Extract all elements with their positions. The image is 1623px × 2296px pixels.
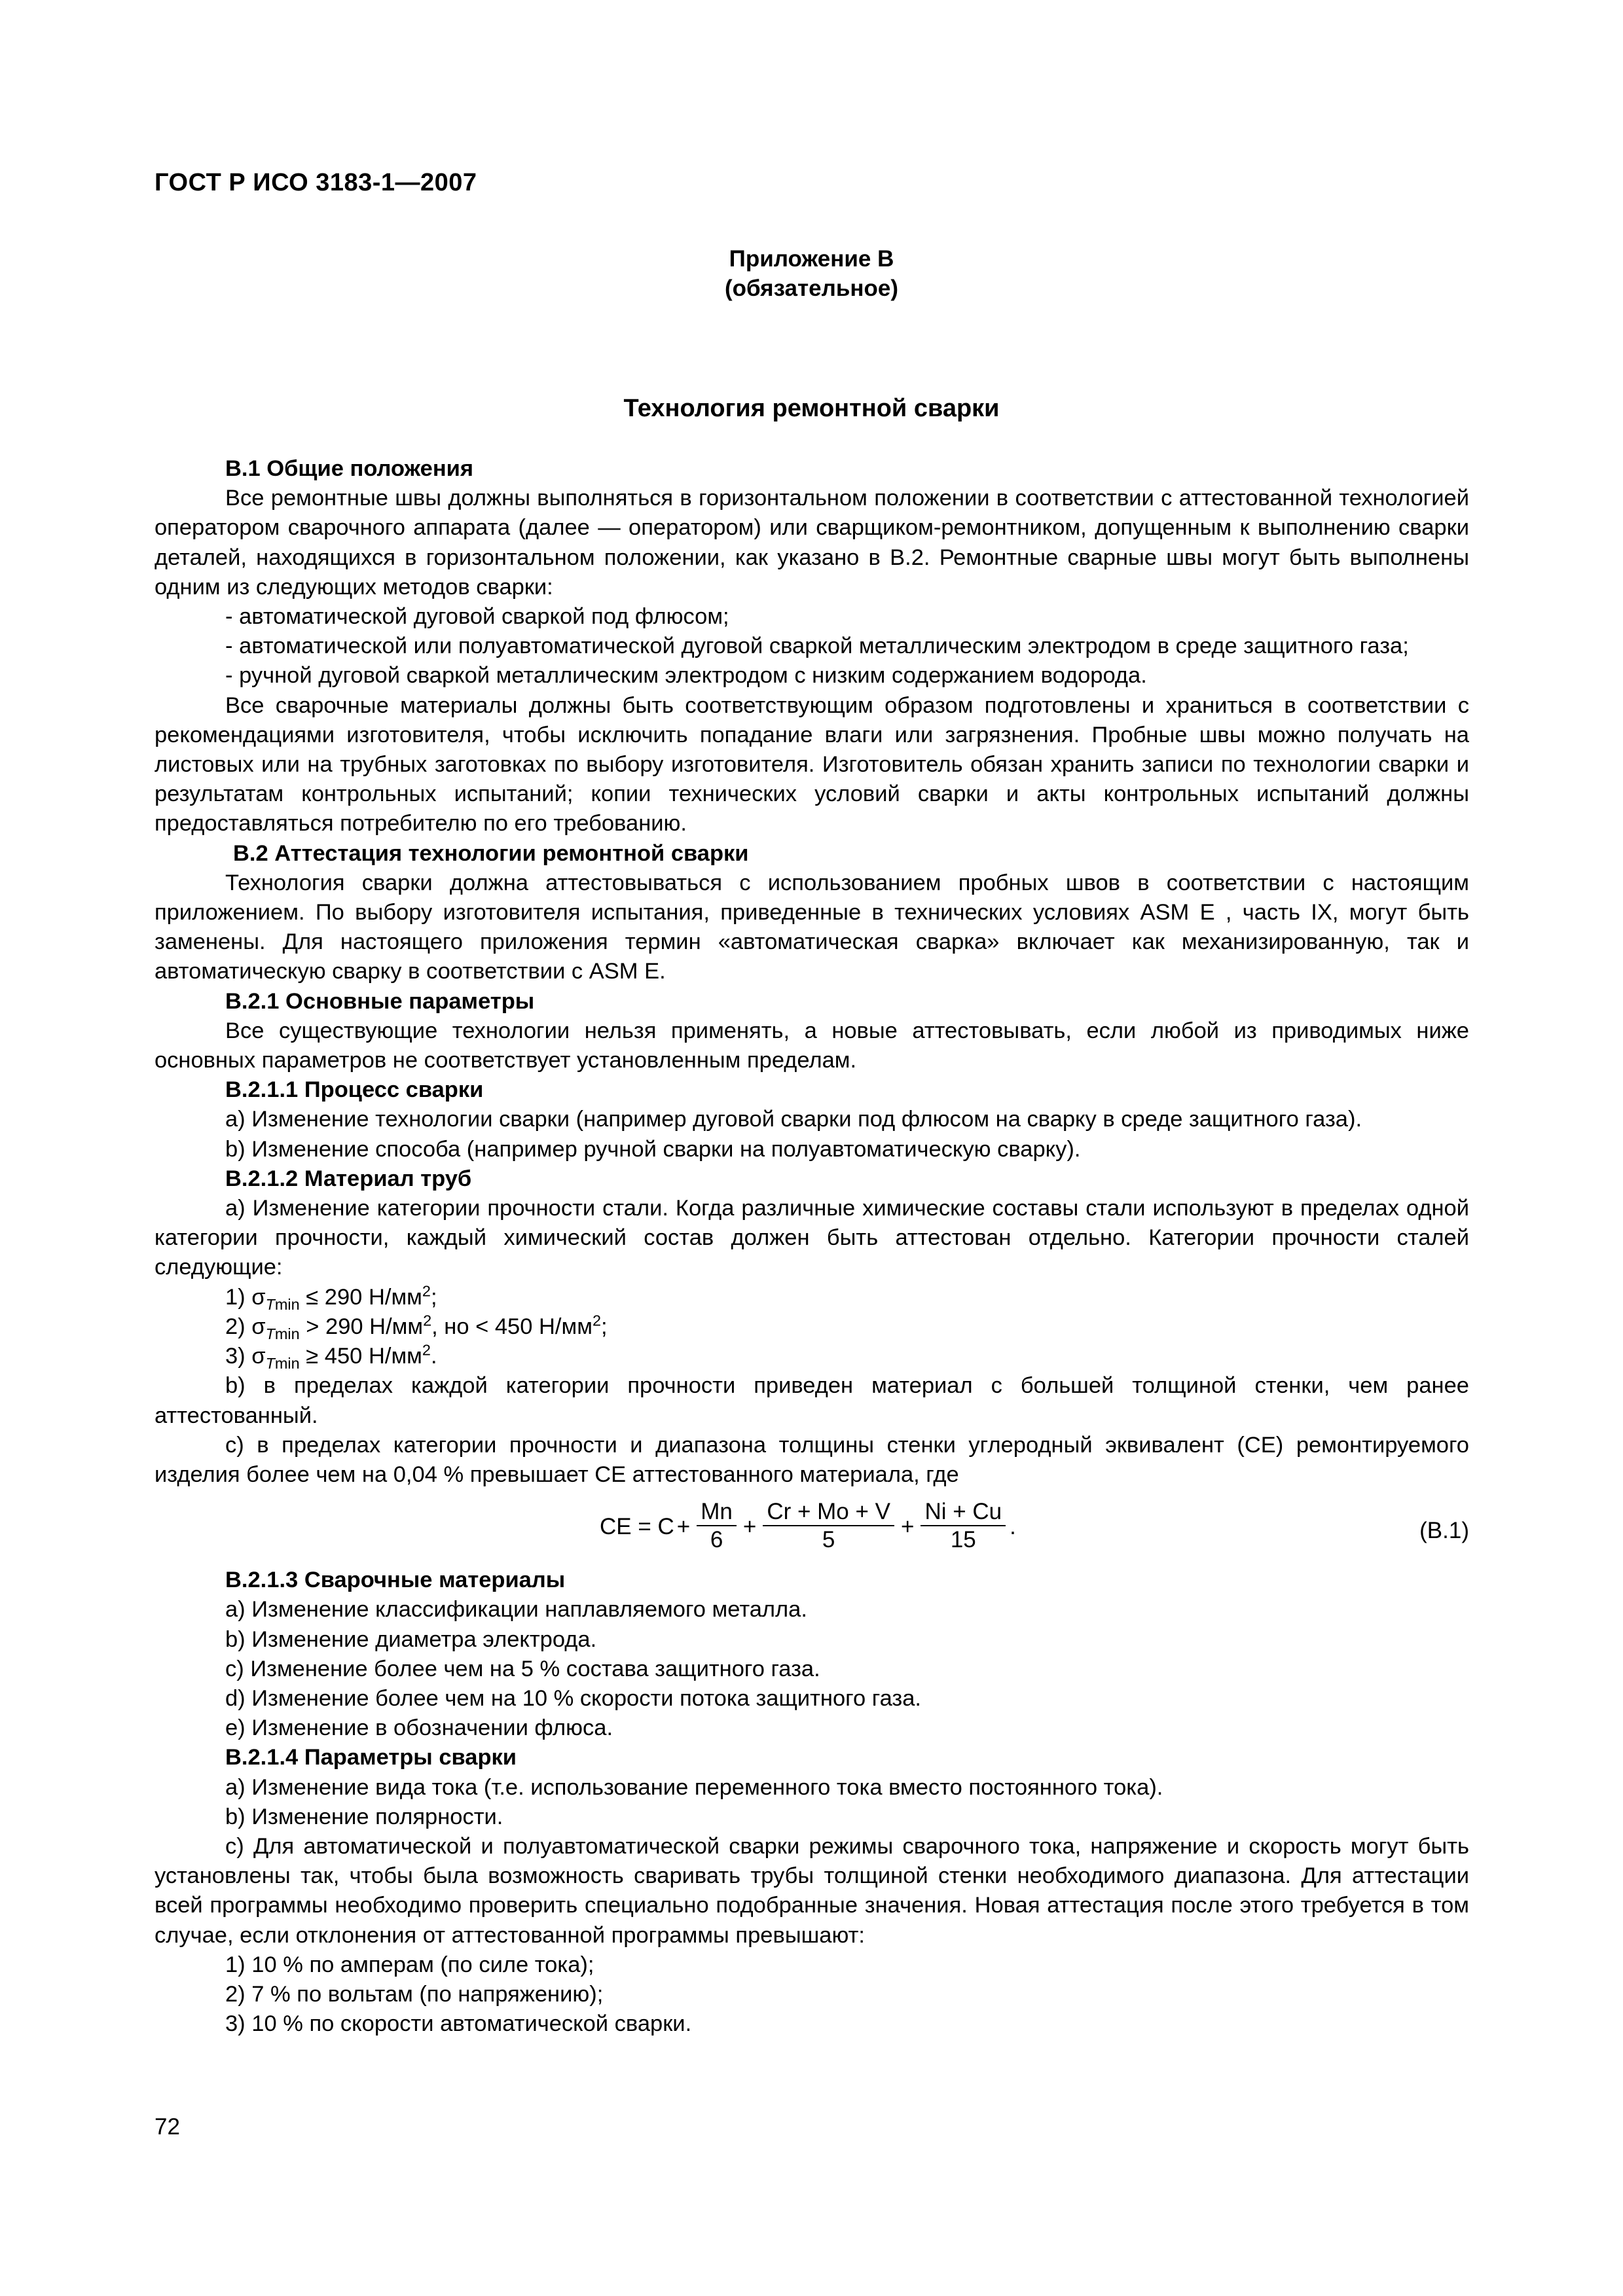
- paragraph: b) в пределах каждой категории прочности приведен материал с большей толщиной стенки, чем ранее аттестованный.: [155, 1373, 1469, 1428]
- section-heading-b213: В.2.1.3 Сварочные материалы: [225, 1568, 566, 1593]
- section-heading-b214: В.2.1.4 Параметры сварки: [225, 1745, 517, 1770]
- list-item: - ручной дуговой сваркой металлическим электродом с низким содержанием водорода.: [225, 663, 1147, 689]
- list-item: 2) 7 % по вольтам (по напряжению);: [225, 1981, 604, 2007]
- formula-number: (В.1): [1419, 1518, 1469, 1544]
- formula-end: .: [1010, 1513, 1016, 1539]
- list-item: a) Изменение технологии сварки (например дуговой сварки под флюсом на сварку в среде защитного газа).: [225, 1107, 1362, 1132]
- formula-fraction-nicu: $\frac{Ni + Cu}{15}$: [921, 1499, 1006, 1554]
- formula-lhs: CE = C: [600, 1513, 674, 1539]
- carbon-equivalent-formula: [155, 1496, 1469, 1562]
- list-item: - автоматической или полуавтоматической дуговой сваркой металлическим электродом в среде защитного газа;: [225, 634, 1409, 659]
- formula-plus: +: [901, 1513, 915, 1539]
- list-item: b) Изменение диаметра электрода.: [225, 1626, 597, 1652]
- section-heading-b212: В.2.1.2 Материал труб: [225, 1166, 472, 1191]
- formula-fraction-mn: $\frac{Mn}{6}$: [697, 1499, 737, 1554]
- formula-plus: +: [676, 1513, 691, 1539]
- formula-fraction-crmov: $\frac{Cr + Mo + V}{5}$: [763, 1499, 894, 1554]
- list-item: a) Изменение вида тока (т.е. использование переменного тока вместо постоянного тока).: [225, 1774, 1163, 1800]
- list-item: - автоматической дуговой сваркой под флюсом;: [225, 604, 729, 630]
- section-heading-b21: В.2.1 Основные параметры: [225, 988, 535, 1014]
- paragraph: c) в пределах категории прочности и диапазона толщины стенки углеродный эквивалент (СЕ) ремонтируемого изделия более чем на 0,04 % превышает СЕ аттестованного материала, где: [155, 1432, 1469, 1487]
- page-number: 72: [155, 2114, 180, 2140]
- paragraph: c) Для автоматической и полуавтоматической сварки режимы сварочного тока, напряжение и скорость могут быть установлены так, чтобы была возможность сваривать трубы толщиной стенки необходимого диапазона. Для аттестации всей программы необходимо проверить специально подобранные значения. Новая аттестация после этого требуется в том случае, если отклонения от аттестованной программы превышают:: [155, 1833, 1469, 1948]
- section-heading-b2: В.2 Аттестация технологии ремонтной сварки: [233, 840, 749, 866]
- strength-category-1: 1) $\sigma_{Tmin} \le 290$ $Н/мм^2$;: [225, 1282, 437, 1313]
- list-item: e) Изменение в обозначении флюса.: [225, 1715, 613, 1741]
- annex-status: (обязательное): [724, 276, 898, 301]
- annex-title: Технология ремонтной сварки: [623, 395, 1000, 422]
- list-item: c) Изменение более чем на 5 % состава защитного газа.: [225, 1656, 820, 1681]
- list-item: b) Изменение способа (например ручной сварки на полуавтоматическую сварку).: [225, 1136, 1081, 1162]
- list-item: a) Изменение классификации наплавляемого металла.: [225, 1597, 807, 1623]
- list-item: 3) 10 % по скорости автоматической сварки.: [225, 2011, 692, 2037]
- list-item: 1) 10 % по амперам (по силе тока);: [225, 1952, 594, 1977]
- paragraph: Все сварочные материалы должны быть соответствующим образом подготовлены и храниться в соответствии с рекомендациями изготовителя, чтобы исключить попадание влаги или загрязнения. Пробные швы можно получать на листовых или на трубных заготовках по выбору изготовителя. Изготовитель обязан хранить записи по технологии сварки и результатам контрольных испытаний; копии технических условий сварки и акты контрольных испытаний должны предоставляться потребителю по его требованию.: [155, 692, 1469, 836]
- paragraph: Технология сварки должна аттестовываться с использованием пробных швов в соответствии с настоящим приложением. По выбору изготовителя испытания, приведенные в технических условиях ASM E , часть IX, могут быть заменены. Для настоящего приложения термин «автоматическая сварка» включает как механизированную, так и автоматическую сварку в соответствии с ASM E.: [155, 870, 1469, 984]
- formula-expression: [600, 1499, 1016, 1554]
- paragraph: a) Изменение категории прочности стали. Когда различные химические составы стали используют в пределах одной категории прочности, каждый химический состав должен быть аттестован отдельно. Категории прочности сталей следующие:: [155, 1196, 1469, 1280]
- formula-plus: +: [742, 1513, 757, 1539]
- annex-label: Приложение В: [729, 246, 894, 272]
- paragraph: Все существующие технологии нельзя применять, а новые аттестовывать, если любой из приводимых ниже основных параметров не соответствует установленным пределам.: [155, 1018, 1469, 1073]
- list-item: b) Изменение полярности.: [225, 1804, 503, 1829]
- document-code: ГОСТ Р ИСО 3183-1—2007: [155, 169, 477, 196]
- list-item: d) Изменение более чем на 10 % скорости потока защитного газа.: [225, 1685, 921, 1711]
- paragraph: Все ремонтные швы должны выполняться в горизонтальном положении в соответствии с аттестованной технологией оператором сварочного аппарата (далее — оператором) или сварщиком-ремонтником, допущенным к выполнению сварки деталей, находящихся в горизонтальном положении, как указано в В.2. Ремонтные сварные швы могут быть выполнены одним из следующих методов сварки:: [155, 486, 1469, 600]
- strength-category-3: 3) $\sigma_{Tmin} \ge 450$ $Н/мм^2$.: [225, 1341, 437, 1372]
- document-body: [155, 454, 1469, 2039]
- strength-category-2: 2) $\sigma_{Tmin} > 290$ $Н/мм^2$, но < 450 $Н/мм^2$;: [225, 1312, 608, 1342]
- section-heading-b1: В.1 Общие положения: [225, 456, 474, 481]
- section-heading-b211: В.2.1.1 Процесс сварки: [225, 1077, 484, 1103]
